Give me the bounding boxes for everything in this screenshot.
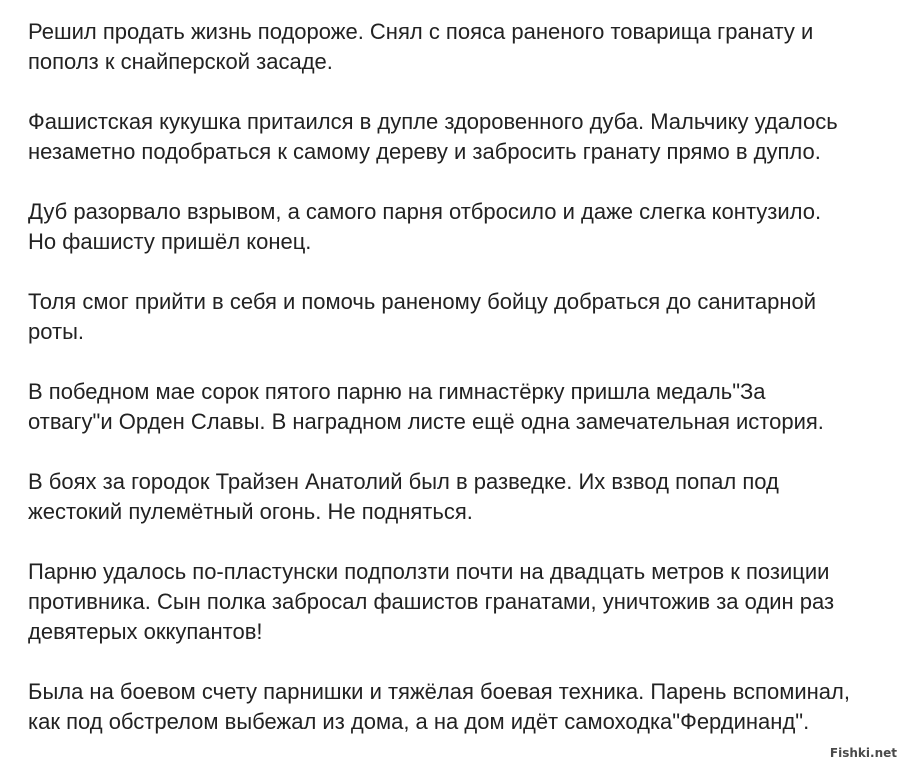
- paragraph: [28, 557, 888, 647]
- text-line: отвагу"и Орден Славы. В наградном листе ещё одна замечательная история.: [28, 409, 824, 434]
- watermark-logo: Fishki.net: [829, 746, 897, 760]
- paragraph: [28, 17, 888, 77]
- paragraph: [28, 197, 888, 257]
- text-line: пополз к снайперской засаде.: [28, 49, 333, 74]
- paragraph: [28, 107, 888, 167]
- text-line: противника. Сын полка забросал фашистов гранатами, уничтожив за один раз: [28, 589, 835, 614]
- text-line: Была на боевом счету парнишки и тяжёлая боевая техника. Парень вспоминал,: [28, 679, 850, 704]
- paragraph: [28, 467, 888, 527]
- article-body: [28, 17, 888, 737]
- text-line: жестокий пулемётный огонь. Не подняться.: [28, 499, 473, 524]
- text-line: незаметно подобраться к самому дереву и забросить гранату прямо в дупло.: [28, 139, 821, 164]
- text-line: Парню удалось по-пластунски подползти почти на двадцать метров к позиции: [28, 559, 830, 584]
- text-line: Фашистская кукушка притаился в дупле здоровенного дуба. Мальчику удалось: [28, 109, 838, 134]
- text-line: Дуб разорвало взрывом, а самого парня отбросило и даже слегка контузило.: [28, 199, 822, 224]
- paragraph: [28, 677, 888, 737]
- text-line: как под обстрелом выбежал из дома, а на дом идёт самоходка"Фердинанд".: [28, 709, 810, 734]
- text-line: В победном мае сорок пятого парню на гимнастёрку пришла медаль"За: [28, 379, 766, 404]
- paragraph: [28, 377, 888, 437]
- text-line: В боях за городок Трайзен Анатолий был в разведке. Их взвод попал под: [28, 469, 779, 494]
- text-line: Решил продать жизнь подороже. Снял с пояса раненого товарища гранату и: [28, 19, 814, 44]
- text-line: Но фашисту пришёл конец.: [28, 229, 312, 254]
- text-line: девятерых оккупантов!: [28, 619, 263, 644]
- text-line: Толя смог прийти в себя и помочь раненому бойцу добраться до санитарной: [28, 289, 817, 314]
- paragraph: [28, 287, 888, 347]
- text-line: роты.: [28, 319, 84, 344]
